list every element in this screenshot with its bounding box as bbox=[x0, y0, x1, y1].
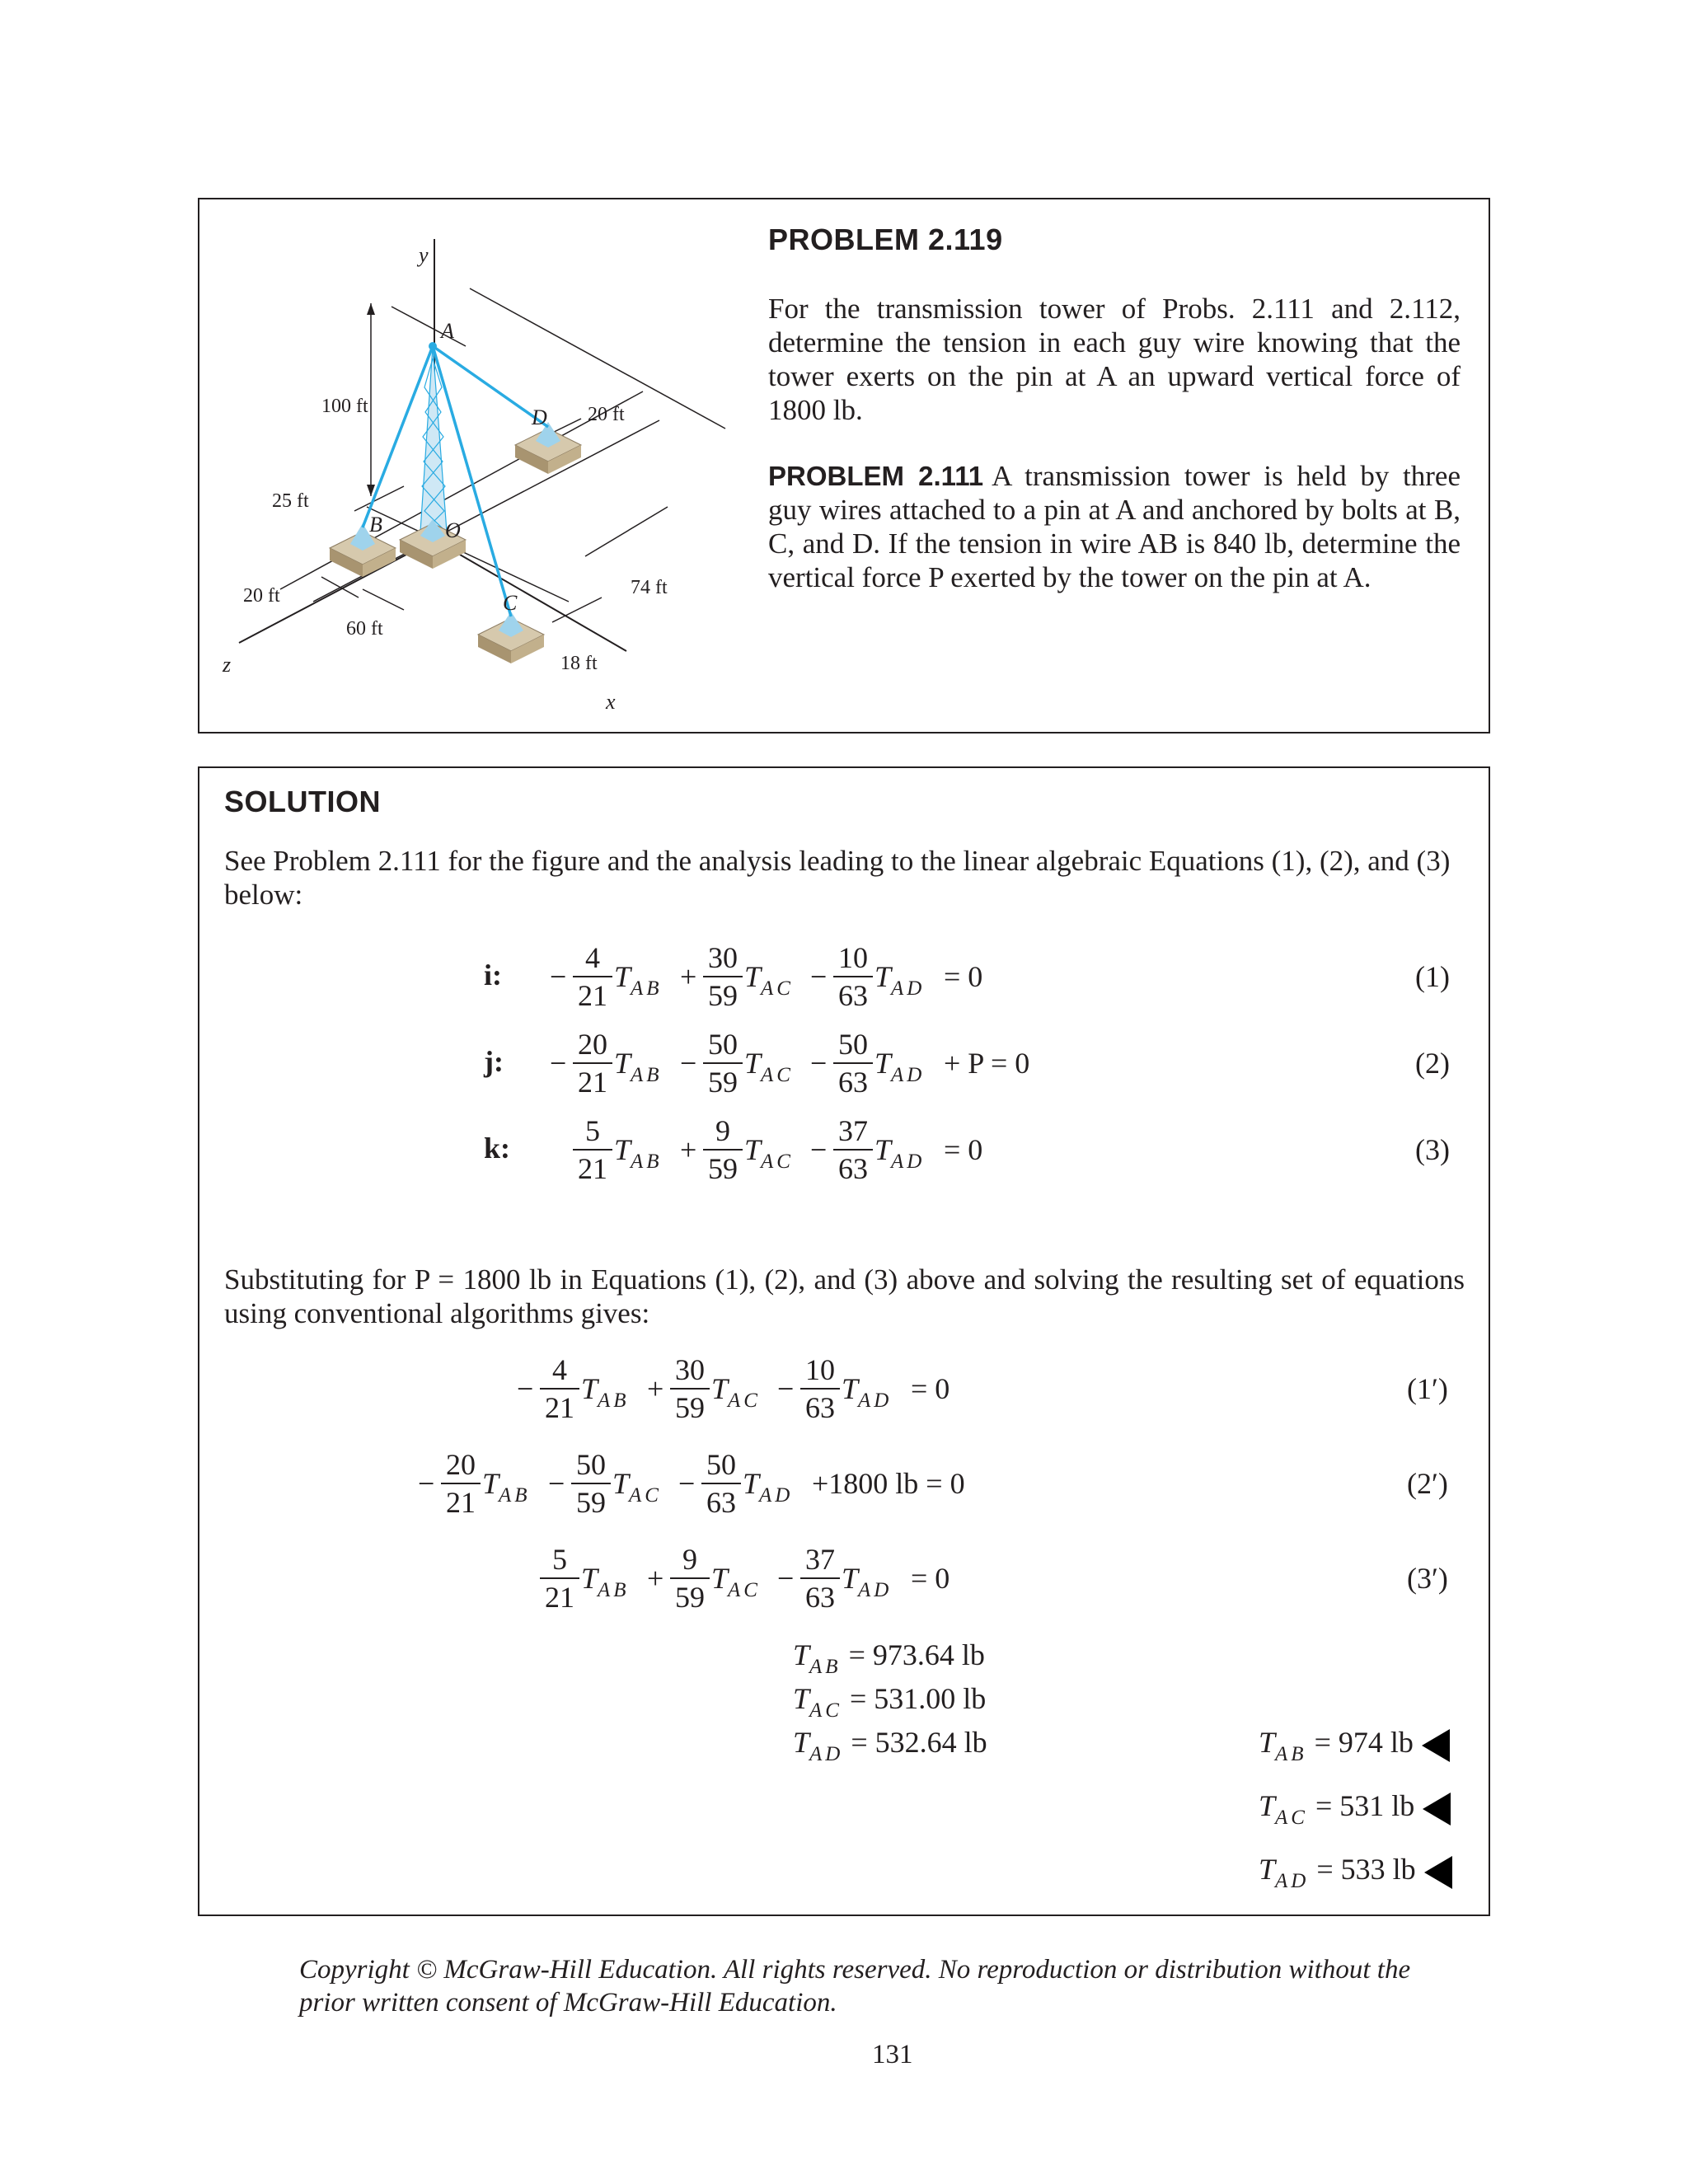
fraction-denominator: 21 bbox=[578, 979, 607, 1012]
axis-label-z: z bbox=[223, 653, 232, 677]
point-label-A: A bbox=[441, 319, 454, 343]
fraction-numerator: 9 bbox=[682, 1543, 697, 1576]
answer-TAB: $T_{AB} = 974$ lb bbox=[1259, 1725, 1450, 1766]
equation-fraction bbox=[441, 1448, 481, 1519]
dim-25ft: 25 ft bbox=[272, 490, 309, 512]
tension-TAB: $T_{AB}$ bbox=[614, 1047, 663, 1086]
fraction-numerator: 10 bbox=[805, 1353, 835, 1386]
axis-label-x: x bbox=[606, 690, 616, 714]
solution-box bbox=[198, 766, 1490, 1916]
equation-sign: + bbox=[647, 1562, 664, 1595]
equation-fraction bbox=[800, 1353, 840, 1424]
equation-fraction bbox=[540, 1543, 579, 1614]
fraction-bar bbox=[800, 1577, 840, 1579]
fraction-denominator: 59 bbox=[675, 1581, 705, 1614]
fraction-bar bbox=[573, 1062, 612, 1064]
fraction-denominator: 59 bbox=[708, 979, 738, 1012]
base-C bbox=[478, 612, 544, 663]
equation-fraction bbox=[703, 1028, 743, 1099]
fraction-bar bbox=[701, 1483, 741, 1484]
fraction-numerator: 4 bbox=[585, 941, 600, 974]
tension-TAB: $T_{AB}$ bbox=[614, 960, 663, 1000]
fraction-denominator: 21 bbox=[578, 1152, 607, 1185]
equation-fraction bbox=[703, 1114, 743, 1185]
equation-tail: = 0 bbox=[944, 1133, 983, 1166]
answer-marker-icon bbox=[1424, 1856, 1452, 1889]
equation-sign: − bbox=[810, 1133, 828, 1166]
tension-TAC: $T_{AC}$ bbox=[744, 960, 794, 1000]
fraction-bar bbox=[573, 976, 612, 977]
fraction-numerator: 30 bbox=[675, 1353, 705, 1386]
fraction-denominator: 21 bbox=[545, 1581, 574, 1614]
equation-fraction bbox=[670, 1543, 710, 1614]
equation-sign: − bbox=[777, 1562, 795, 1595]
fraction-numerator: 4 bbox=[552, 1353, 567, 1386]
tower-figure bbox=[214, 214, 742, 725]
solution-heading: SOLUTION bbox=[224, 785, 381, 818]
dim-20ft-left: 20 ft bbox=[243, 585, 280, 607]
tension-TAC: $T_{AC}$ bbox=[744, 1133, 794, 1173]
fraction-bar bbox=[540, 1577, 579, 1579]
tension-TAC: $T_{AC}$ bbox=[744, 1047, 794, 1086]
equation-sign: + bbox=[647, 1372, 664, 1405]
problem-title: PROBLEM 2.119 bbox=[768, 223, 1003, 256]
equation-sign: + bbox=[680, 1133, 697, 1166]
result-TAD: $T_{AD} = 532.64$ lb bbox=[793, 1726, 987, 1765]
equation-number: (2′) bbox=[1407, 1467, 1448, 1500]
tension-TAD: $T_{AD}$ bbox=[743, 1467, 794, 1507]
equation-sign: − bbox=[810, 1047, 828, 1080]
equation-sign: − bbox=[418, 1467, 435, 1500]
fraction-bar bbox=[833, 1062, 873, 1064]
equation-fraction bbox=[571, 1448, 611, 1519]
fraction-denominator: 63 bbox=[838, 1066, 868, 1099]
tension-TAC: $T_{AC}$ bbox=[612, 1467, 662, 1507]
equation-number: (3′) bbox=[1407, 1562, 1448, 1595]
equation-fraction bbox=[800, 1543, 840, 1614]
fraction-denominator: 63 bbox=[706, 1486, 736, 1519]
answer-TAC: $T_{AC} = 531$ lb bbox=[1259, 1788, 1451, 1830]
fraction-denominator: 21 bbox=[446, 1486, 476, 1519]
fraction-denominator: 59 bbox=[708, 1152, 738, 1185]
component-i: i: bbox=[484, 958, 502, 991]
equation-sign: − bbox=[550, 1047, 567, 1080]
fraction-bar bbox=[573, 1149, 612, 1151]
answer-marker-icon bbox=[1422, 1729, 1450, 1762]
fraction-bar bbox=[833, 1149, 873, 1151]
tension-TAC: $T_{AC}$ bbox=[711, 1562, 761, 1601]
equation-fraction bbox=[670, 1353, 710, 1424]
dim-60ft: 60 ft bbox=[346, 618, 383, 640]
equation-sign: − bbox=[550, 960, 567, 993]
dim-20ft-right: 20 ft bbox=[588, 404, 625, 425]
fraction-bar bbox=[441, 1483, 481, 1484]
problem-statement: For the transmission tower of Probs. 2.111 and 2.112, determine the tension in each guy wire knowing that the tower exerts on the pin at A an upward vertical force of 1800 lb. bbox=[768, 293, 1461, 426]
tension-TAD: $T_{AD}$ bbox=[874, 1133, 926, 1173]
copyright-notice: Copyright © McGraw-Hill Education. All rights reserved. No reproduction or distribution without the prior written consent of McGraw-Hill Education. bbox=[299, 1955, 1411, 2018]
equation-tail: +1800 lb = 0 bbox=[812, 1467, 965, 1500]
equation-number: (2) bbox=[1415, 1047, 1450, 1080]
point-label-C: C bbox=[503, 591, 518, 615]
equation-fraction bbox=[573, 941, 612, 1012]
solution-intro: See Problem 2.111 for the figure and the analysis leading to the linear algebraic Equations (1), (2), and (3) below: bbox=[224, 845, 1451, 911]
tension-TAD: $T_{AD}$ bbox=[842, 1562, 893, 1601]
equation-fraction bbox=[573, 1028, 612, 1099]
problem-box bbox=[198, 198, 1490, 733]
tension-TAB: $T_{AB}$ bbox=[482, 1467, 531, 1507]
tension-TAB: $T_{AB}$ bbox=[581, 1372, 630, 1412]
equation-fraction bbox=[701, 1448, 741, 1519]
fraction-bar bbox=[800, 1388, 840, 1390]
equation-fraction bbox=[833, 941, 873, 1012]
tension-TAD: $T_{AD}$ bbox=[874, 1047, 926, 1086]
fraction-denominator: 21 bbox=[545, 1391, 574, 1424]
dim-18ft: 18 ft bbox=[560, 653, 598, 674]
substitution-text: Substituting for P = 1800 lb in Equations (1), (2), and (3) above and solving the resulting set of equations using conventional algorithms gives: bbox=[224, 1263, 1465, 1329]
fraction-numerator: 37 bbox=[838, 1114, 868, 1147]
equation-sign: − bbox=[548, 1467, 565, 1500]
fraction-bar bbox=[540, 1388, 579, 1390]
equation-tail: = 0 bbox=[911, 1372, 950, 1405]
guy-wires bbox=[363, 346, 548, 616]
fraction-numerator: 50 bbox=[708, 1028, 738, 1061]
component-k: k: bbox=[484, 1132, 511, 1165]
equation-tail: = 0 bbox=[911, 1562, 950, 1595]
fraction-numerator: 50 bbox=[838, 1028, 868, 1061]
fraction-numerator: 20 bbox=[446, 1448, 476, 1481]
point-label-D: D bbox=[532, 405, 547, 429]
tension-TAB: $T_{AB}$ bbox=[614, 1133, 663, 1173]
equation-sign: − bbox=[810, 960, 828, 993]
equation-fraction bbox=[703, 941, 743, 1012]
dim-74ft: 74 ft bbox=[631, 577, 668, 598]
equation-sign: + bbox=[680, 960, 697, 993]
tension-TAB: $T_{AB}$ bbox=[581, 1562, 630, 1601]
fraction-bar bbox=[703, 1062, 743, 1064]
fraction-numerator: 50 bbox=[706, 1448, 736, 1481]
fraction-denominator: 63 bbox=[805, 1581, 835, 1614]
dim-100ft: 100 ft bbox=[321, 396, 368, 417]
page-number: 131 bbox=[872, 2040, 913, 2069]
fraction-denominator: 59 bbox=[708, 1066, 738, 1099]
fraction-numerator: 5 bbox=[585, 1114, 600, 1147]
fraction-denominator: 63 bbox=[838, 1152, 868, 1185]
fraction-bar bbox=[703, 1149, 743, 1151]
fraction-denominator: 21 bbox=[578, 1066, 607, 1099]
reference-heading: PROBLEM 2.111 bbox=[768, 461, 984, 491]
fraction-bar bbox=[833, 976, 873, 977]
fraction-numerator: 5 bbox=[552, 1543, 567, 1576]
fraction-denominator: 59 bbox=[675, 1391, 705, 1424]
answer-marker-icon bbox=[1423, 1793, 1451, 1825]
fraction-numerator: 9 bbox=[715, 1114, 730, 1147]
equation-number: (1′) bbox=[1407, 1372, 1448, 1405]
answer-TAD: $T_{AD} = 533$ lb bbox=[1259, 1852, 1452, 1893]
fraction-numerator: 20 bbox=[578, 1028, 607, 1061]
tension-TAD: $T_{AD}$ bbox=[842, 1372, 893, 1412]
fraction-bar bbox=[703, 976, 743, 977]
equation-number: (3) bbox=[1415, 1133, 1450, 1166]
equation-sign: − bbox=[678, 1467, 696, 1500]
equation-sign: − bbox=[680, 1047, 697, 1080]
result-TAB: $T_{AB} = 973.64$ lb bbox=[793, 1638, 985, 1678]
axis-label-y: y bbox=[419, 243, 429, 267]
fraction-numerator: 30 bbox=[708, 941, 738, 974]
tension-TAD: $T_{AD}$ bbox=[874, 960, 926, 1000]
equation-number: (1) bbox=[1415, 960, 1450, 993]
point-label-B: B bbox=[369, 513, 382, 537]
tension-TAC: $T_{AC}$ bbox=[711, 1372, 761, 1412]
equation-fraction bbox=[540, 1353, 579, 1424]
component-j: j: bbox=[484, 1045, 504, 1078]
fraction-bar bbox=[571, 1483, 611, 1484]
fraction-denominator: 59 bbox=[576, 1486, 606, 1519]
equation-fraction bbox=[833, 1028, 873, 1099]
equation-sign: − bbox=[777, 1372, 795, 1405]
reference-problem bbox=[768, 459, 1461, 594]
fraction-denominator: 63 bbox=[805, 1391, 835, 1424]
equation-fraction bbox=[833, 1114, 873, 1185]
equation-fraction bbox=[573, 1114, 612, 1185]
fraction-bar bbox=[670, 1577, 710, 1579]
fraction-numerator: 37 bbox=[805, 1543, 835, 1576]
equation-tail: = 0 bbox=[944, 960, 983, 993]
fraction-denominator: 63 bbox=[838, 979, 868, 1012]
equation-sign: − bbox=[517, 1372, 534, 1405]
point-label-O: O bbox=[445, 518, 461, 542]
fraction-bar bbox=[670, 1388, 710, 1390]
result-TAC: $T_{AC} = 531.00$ lb bbox=[793, 1682, 987, 1722]
fraction-numerator: 10 bbox=[838, 941, 868, 974]
fraction-numerator: 50 bbox=[576, 1448, 606, 1481]
reference-text: A transmission tower is held by three guy wires attached to a pin at A and anchored by bolts at B, C, and D. If the tension in wire AB is 840 lb, determine the vertical force P exerted by the tower on the pin at A. bbox=[768, 460, 1461, 593]
equation-tail: + P = 0 bbox=[944, 1047, 1030, 1080]
